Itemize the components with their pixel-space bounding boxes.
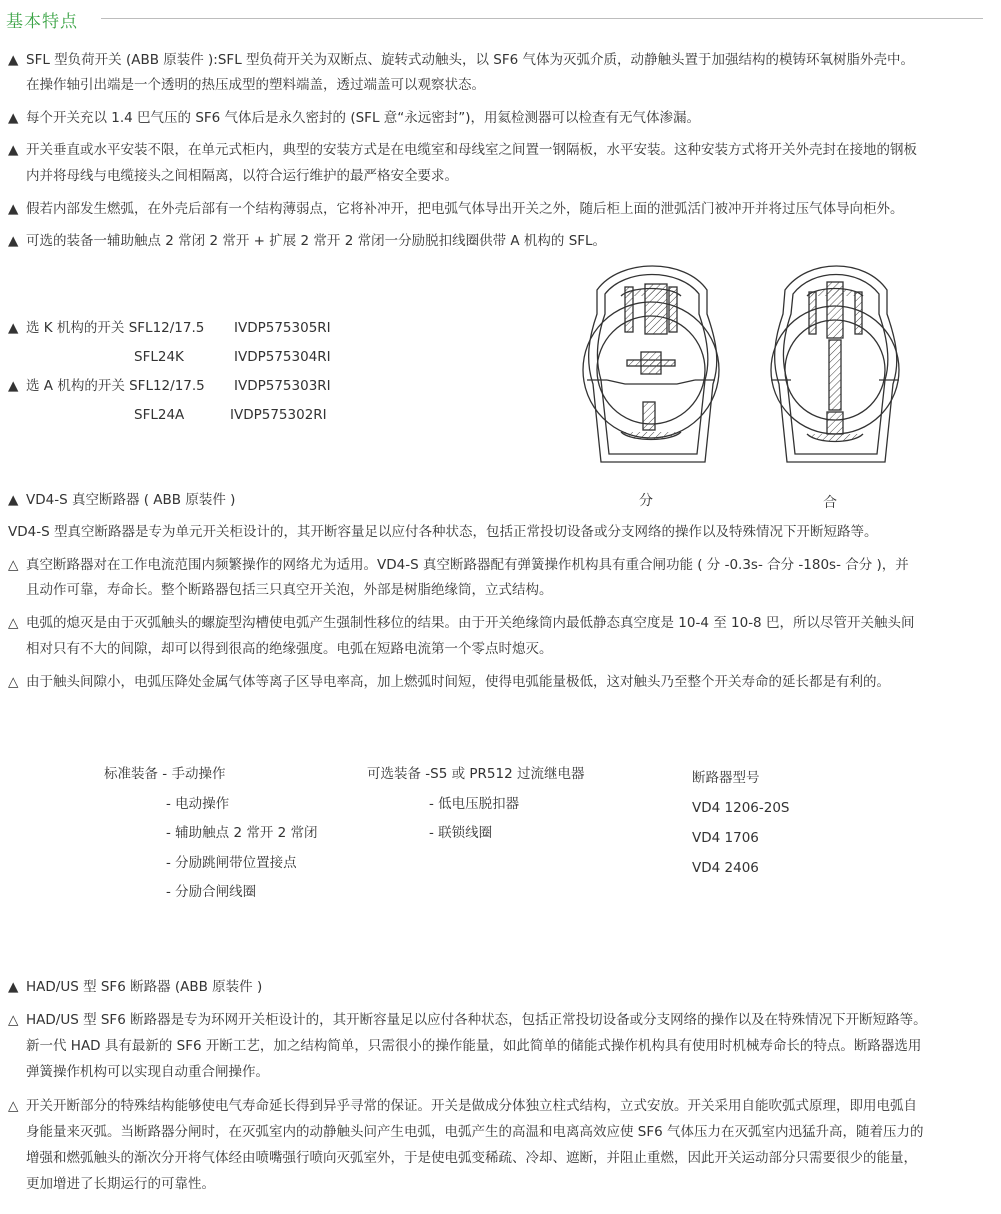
vd4-paragraph-3: △ 由于触头间隙小，电弧压降处金属气体等离子区导电率高，加上燃弧时间短，使得电弧能量极低，这对触头乃至整个开关寿命的延长都是有利的。 [8, 674, 890, 690]
sfl-paragraph-4: ▲ 假若内部发生燃弧，在外壳后部有一个结构薄弱点，它将补冲开，把电弧气体导出开关之外，随后柜上面的泄弧活门被冲开并将过压气体导向柜外。 [8, 201, 904, 217]
standard-equipment-item: - 分励合闸线圈 [166, 884, 257, 900]
breaker-model: VD4 2406 [692, 860, 759, 876]
caption-open: 分 [639, 493, 653, 509]
section-title: 基本特点 [6, 12, 78, 32]
a-code-1: IVDP575303RI [234, 378, 331, 394]
k-code-2: IVDP575304RI [234, 349, 331, 365]
optional-equipment-item: - 低电压脱扣器 [429, 796, 520, 812]
sfl-paragraph-3-cont: 内并将母线与电缆接头之间相隔离，以符合运行维护的最严格安全要求。 [26, 168, 458, 184]
standard-equipment-label: 标准装备 - 手动操作 [104, 766, 226, 782]
had-paragraph-1-cont: 弹簧操作机构可以实现自动重合闸操作。 [26, 1064, 269, 1080]
triangle-bullet-icon: ▲ [8, 492, 19, 508]
breaker-model-label: 断路器型号 [692, 770, 760, 786]
sfl-paragraph-3: ▲ 开关垂直或水平安装不限，在单元式柜内，典型的安装方式是在电缆室和母线室之间置一钢隔板，水平安装。这种安装方式将开关外壳封在接地的钢板 [8, 142, 917, 158]
triangle-bullet-icon: ▲ [8, 52, 19, 68]
vd4-paragraph-2: △ 电弧的熄灭是由于灭弧触头的螺旋型沟槽使电弧产生强制性移位的结果。由于开关绝缘筒内最低静态真空度是 10-4 至 10-8 巴，所以尽管开关触头间 [8, 615, 915, 631]
vd4-paragraph-1: △ 真空断路器对在工作电流范围内频繁操作的网络尤为适用。VD4-S 真空断路器配有弹簧操作机构具有重合闸功能 ( 分 -0.3s- 合分 -180s- 合分 )，并 [8, 557, 909, 573]
a-mechanism-label: ▲ 选 A 机构的开关 SFL12/17.5 [8, 378, 205, 394]
breaker-model: VD4 1706 [692, 830, 759, 846]
triangle-bullet-icon: ▲ [8, 378, 19, 394]
had-paragraph-1: △ HAD/US 型 SF6 断路器是专为环网开关柜设计的，其开断容量足以应付各种状态，包括正常投切设备或分支网络的操作以及在特殊情况下开断短路等。 [8, 1012, 927, 1028]
vd4-paragraph-1-cont: 且动作可靠，寿命长。整个断路器包括三只真空开关泡，外部是树脂绝缘筒，立式结构。 [26, 582, 553, 598]
hollow-triangle-bullet-icon: △ [8, 1098, 19, 1114]
standard-equipment-item: - 电动操作 [166, 796, 230, 812]
triangle-bullet-icon: ▲ [8, 142, 19, 158]
had-paragraph-2-cont: 增强和燃弧触头的渐次分开将气体经由喷嘴强行喷向灭弧室外，于是使电弧变稀疏、冷却、遮断，并阻止重燃，因此开关运动部分只需要很少的能量， [26, 1150, 917, 1166]
sfl-paragraph-5: ▲ 可选的装备一辅助触点 2 常闭 2 常开 + 扩展 2 常开 2 常闭一分励脱扣线圈供带 A 机构的 SFL。 [8, 233, 607, 249]
a-model-2: SFL24A [134, 407, 185, 423]
k-mechanism-label: ▲ 选 K 机构的开关 SFL12/17.5 [8, 320, 205, 336]
hollow-triangle-bullet-icon: △ [8, 674, 19, 690]
optional-equipment-label: 可选装备 -S5 或 PR512 过流继电器 [367, 766, 585, 782]
k-code-1: IVDP575305RI [234, 320, 331, 336]
hollow-triangle-bullet-icon: △ [8, 1012, 19, 1028]
sfl-switch-diagram [565, 252, 945, 492]
triangle-bullet-icon: ▲ [8, 320, 19, 336]
optional-equipment-item: - 联锁线圈 [429, 825, 493, 841]
sfl-paragraph-1: ▲ SFL 型负荷开关 (ABB 原装件 ):SFL 型负荷开关为双断点、旋转式动触头，以 SF6 气体为灭弧介质，动静触头置于加强结构的模铸环氧树脂外壳中。 [8, 52, 915, 68]
hollow-triangle-bullet-icon: △ [8, 615, 19, 631]
had-paragraph-2-cont: 身能量来灭弧。当断路器分闸时，在灭弧室内的动静触头问产生电弧，电弧产生的高温和电离高效应使 SF6 气体压力在灭弧室内迅猛升高，随着压力的 [26, 1124, 924, 1140]
had-paragraph-2: △ 开关开断部分的特殊结构能够使电气寿命延长得到异乎寻常的保证。开关是做成分体独立柱式结构，立式安放。开关采用自能吹弧式原理，即用电弧自 [8, 1098, 917, 1114]
triangle-bullet-icon: ▲ [8, 979, 19, 995]
switch-open-drawing [583, 266, 719, 462]
switch-closed-drawing [771, 266, 899, 462]
standard-equipment-item: - 辅助触点 2 常开 2 常闭 [166, 825, 318, 841]
k-model-2: SFL24K [134, 349, 184, 365]
had-paragraph-1-cont: 新一代 HAD 具有最新的 SF6 开断工艺，加之结构简单，只需很小的操作能量，如此简单的储能式操作机构具有使用时机械寿命长的特点。断路器选用 [26, 1038, 922, 1054]
vd4-intro: VD4-S 型真空断路器是专为单元开关柜设计的，其开断容量足以应付各种状态，包括正常投切设备或分支网络的操作以及特殊情况下开断短路等。 [8, 524, 878, 540]
vd4-heading: ▲ VD4-S 真空断路器 ( ABB 原装件 ) [8, 492, 236, 508]
had-heading: ▲ HAD/US 型 SF6 断路器 (ABB 原装件 ) [8, 979, 263, 995]
triangle-bullet-icon: ▲ [8, 110, 19, 126]
had-paragraph-2-cont: 更加增进了长期运行的可靠性。 [26, 1176, 215, 1192]
hollow-triangle-bullet-icon: △ [8, 557, 19, 573]
a-code-2: IVDP575302RI [230, 407, 327, 423]
sfl-paragraph-2: ▲ 每个开关充以 1.4 巴气压的 SF6 气体后是永久密封的 (SFL 意“永远密封”)，用氦检测器可以检查有无气体渗漏。 [8, 110, 701, 126]
sfl-paragraph-1-cont: 在操作轴引出端是一个透明的热压成型的塑料端盖，透过端盖可以观察状态。 [26, 77, 485, 93]
title-divider [101, 18, 983, 19]
breaker-model: VD4 1206-20S [692, 800, 790, 816]
vd4-paragraph-2-cont: 相对只有不大的间隙，却可以得到很高的绝缘强度。电弧在短路电流第一个零点时熄灭。 [26, 641, 553, 657]
caption-closed: 合 [823, 495, 837, 511]
triangle-bullet-icon: ▲ [8, 233, 19, 249]
triangle-bullet-icon: ▲ [8, 201, 19, 217]
standard-equipment-item: - 分励跳闸带位置接点 [166, 855, 297, 871]
